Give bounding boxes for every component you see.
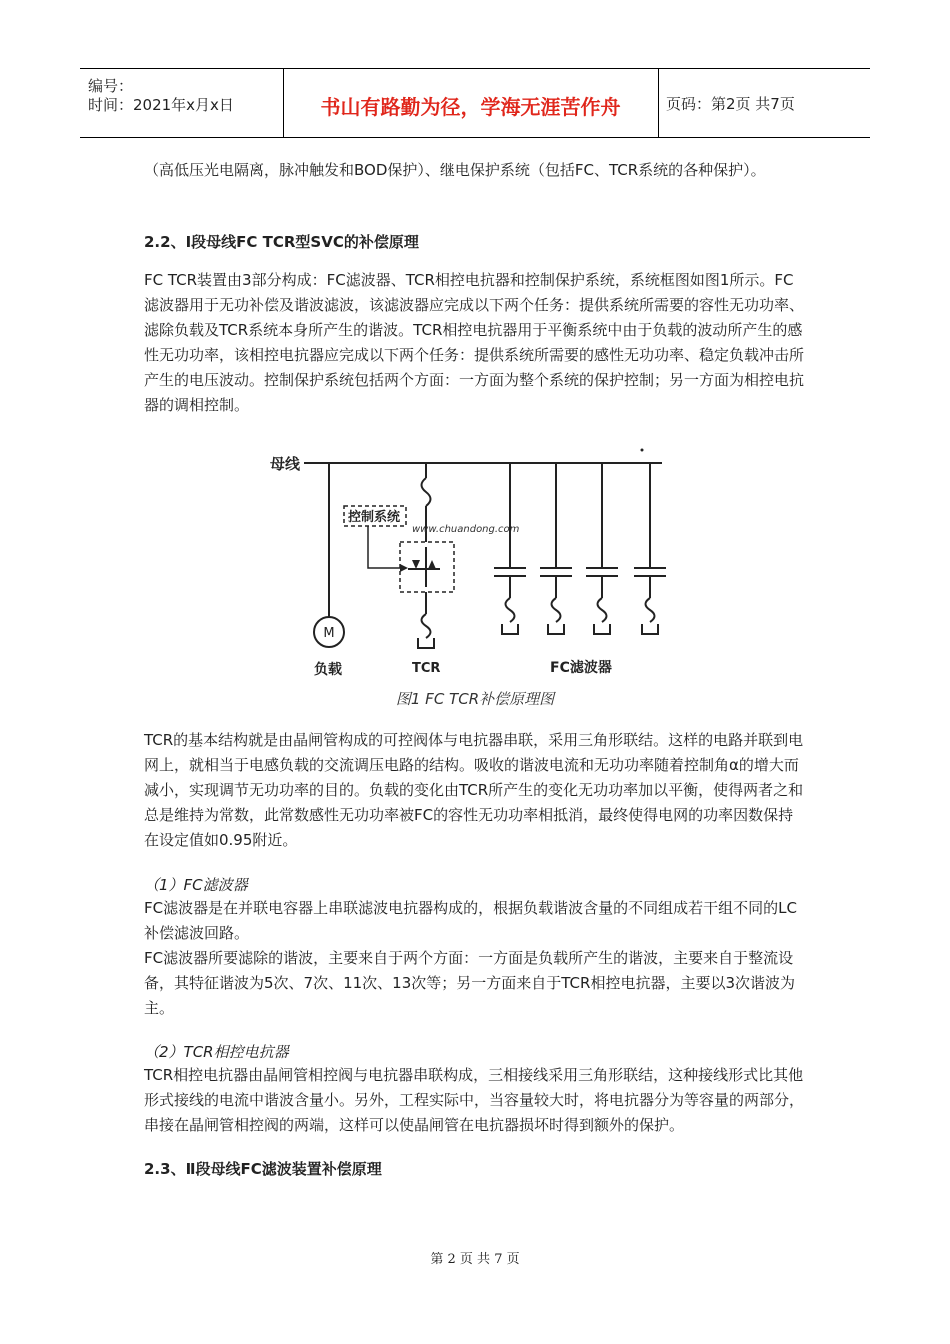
fc-tcr-schematic [262,442,682,684]
tcr-reactor-paragraph: TCR相控电抗器由晶闸管相控阀与电抗器串联构成，三相接线采用三角形联结，这种接线形式比其他形式接线的电流中谐波含量小。另外，工程实际中，当容量较大时，将电抗器分为等容量的两部分，串接在晶闸管相控阀的两端，这样可以使晶闸管在电抗器损坏时得到额外的保护。 [144,1066,805,1134]
fc-label: FC滤波器 [550,660,612,676]
fc-branch-4 [634,463,666,634]
tcr-label: TCR [412,661,441,676]
tcr-ground [418,638,434,648]
fc-branch-2 [540,463,572,634]
fc-tcr-paragraph: FC TCR装置由3部分构成：FC滤波器、TCR相控电抗器和控制保护系统，系统框图如图1所示。FC滤波器用于无功补偿及谐波滤波，该滤波器应完成以下两个任务：提供系统所需要的容性无功功率、滤除负载及TCR系统本身所产生的谐波。TCR相控电抗器用于平衡系统中由于负载的波动所产生的感性无功功率，该相控电抗器应完成以下两个任务：提供系统所需要的感性无功功率、稳定负载冲击所产生的电压波动。控制保护系统包括两个方面：一方面为整个系统的保护控制；另一方面为相控电抗器的调相控制。 [144,271,805,414]
control-line [368,526,404,568]
figure-caption: 图1 FC TCR补偿原理图 [395,690,555,708]
motor-symbol: M [323,626,335,641]
date-label: 时间：2021年x月x日 [88,96,234,114]
tcr-reactor-lower [422,614,431,638]
control-label: 控制系统 [348,510,401,525]
section-heading-2-3: 2.3、Ⅱ段母线FC滤波装置补偿原理 [144,1160,382,1178]
section-heading-2-2: 2.2、I段母线FC TCR型SVC的补偿原理 [144,233,419,251]
footer-page-number: 第 2 页 共 7 页 [430,1252,520,1267]
load-label: 负载 [314,662,342,678]
tcr-paragraph: TCR的基本结构就是由晶闸管构成的可控阀体与电抗器串联，采用三角形联结。这样的电路并联到电网上，就相当于电感负载的交流调压电路的结构。吸收的谐波电流和无功功率随着控制角α的增大而减小，实现调节无功功率的目的。负载的变化由TCR所产生的变化无功功率加以平衡，使得两者之和总是维持为常数，此常数感性无功功率被FC的容性无功功率相抵消，最终使得电网的功率因数保持在设定值如0.95附近。 [144,731,804,849]
watermark-text: www.chuandong.com [412,524,520,535]
subheading-fc-filter: （1）FC滤波器 [144,876,248,894]
fc-branch-3 [586,463,618,634]
dot-mark [641,449,644,452]
fc-branch-1 [494,463,526,634]
header-motto-cell [283,69,659,137]
fc-filter-paragraph-1: FC滤波器是在并联电容器上串联滤波电抗器构成的，根据负载谐波含量的不同组成若干组不同的LC补偿滤波回路。 [144,899,797,942]
thyristor-b [428,560,436,569]
fc-filter-paragraph-2: FC滤波器所要滤除的谐波，主要来自于两个方面：一方面是负载所产生的谐波，主要来自于整流设备，其特征谐波为5次、7次、11次、13次等；另一方面来自于TCR相控电抗器，主要以3次谐波为主。 [144,949,795,1017]
serial-label: 编号： [88,77,134,95]
bus-label: 母线 [270,455,301,473]
subheading-tcr-reactor: （2）TCR相控电抗器 [144,1043,289,1061]
page-header [80,68,870,138]
tcr-reactor-upper [422,478,431,506]
thyristor-a [412,560,420,569]
intro-paragraph: （高低压光电隔离，脉冲触发和BOD保护）、继电保护系统（包括FC、TCR系统的各种保护）。 [144,161,766,179]
motto: 书山有路勤为径，学海无涯苦作舟 [320,95,621,119]
control-arrow [400,564,408,572]
header-meta-cell [80,69,284,137]
header-page-number: 页码：第2页 共7页 [666,95,795,113]
